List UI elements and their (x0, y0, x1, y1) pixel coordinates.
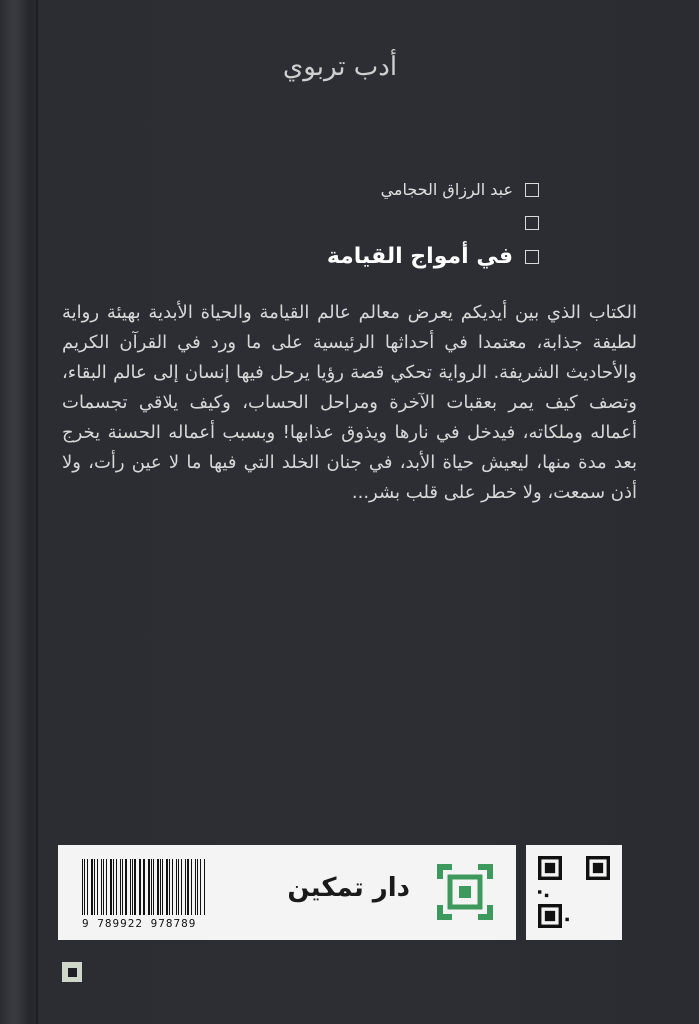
publisher-logo-icon (436, 863, 494, 921)
barcode-bar (160, 859, 161, 915)
barcode-bar (148, 859, 149, 915)
checkbox-icon (525, 216, 539, 230)
author-row (381, 180, 539, 199)
barcode-bar (130, 859, 131, 915)
barcode-bar (125, 859, 127, 915)
barcode-bar (200, 859, 201, 915)
series-title: أدب تربوي (282, 52, 398, 82)
barcode-bar (191, 859, 192, 915)
barcode-bar (185, 859, 186, 915)
corner-mark-icon (62, 962, 82, 982)
barcode-bar (169, 859, 170, 915)
book-title: في أمواج القيامة (326, 244, 513, 269)
barcode-bar (204, 859, 205, 915)
barcode-bar (195, 859, 196, 915)
barcode-bar (176, 859, 177, 915)
barcode-bar (153, 859, 154, 915)
qr-panel (526, 845, 622, 940)
isbn-number: 9 789922 978789 (82, 917, 197, 930)
blurb-text: الكتاب الذي بين أيديكم يعرض معالم عالم القيامة والحياة الأبدية بهيئة رواية لطيفة جذابة، معتمدا في أحداثها الرئيسية على ما ورد في القرآن الكريم والأحاديث الشريفة. الرواية تحكي قصة رؤيا يرحل فيها إنسان إلى عالم البقاء، وتصف كيف يمر بعقبات الآخرة ومراحل الحساب، وكيف يلاقي تجسمات أعماله وملكاته، فيدخل في نارها ويذوق عذابها! وبسبب أعماله الحسنة يخرج بعد مدة منها، ليعيش حياة الأبد، في جنان الخلد التي فيها ما لا عين رأت، ولا أذن سمعت، ولا خطر على قلب بشر... (62, 302, 637, 503)
barcode-bar (140, 859, 141, 915)
barcode-bar (101, 859, 102, 915)
barcode (82, 859, 206, 915)
barcode-bar (178, 859, 179, 915)
publisher-name: دار تمكين (287, 873, 410, 903)
barcode-bar (139, 859, 140, 915)
barcode-bar (82, 859, 83, 915)
barcode-bar (132, 859, 133, 915)
barcode-bar (84, 859, 85, 915)
barcode-bar (134, 859, 135, 915)
author-name: عبد الرزاق الحجامي (380, 180, 513, 199)
barcode-bar (103, 859, 104, 915)
barcode-bar (113, 859, 114, 915)
barcode-bar (166, 859, 168, 915)
barcode-bar (106, 859, 107, 915)
barcode-bar (162, 859, 163, 915)
barcode-bar (87, 859, 88, 915)
barcode-bar (122, 859, 123, 915)
barcode-bar (91, 859, 93, 915)
barcode-bar (94, 859, 95, 915)
barcode-bar (143, 859, 145, 915)
spine-edge (36, 0, 38, 1024)
qr-code-icon (538, 856, 610, 928)
empty-row (525, 216, 539, 230)
barcode-bar (157, 859, 158, 915)
barcode-bar (110, 859, 112, 915)
checkbox-icon (525, 183, 539, 197)
barcode-bar (187, 859, 189, 915)
publisher-panel (58, 845, 516, 940)
barcode-bar (172, 859, 173, 915)
barcode-bar (197, 859, 198, 915)
barcode-bar (97, 859, 98, 915)
barcode-bar (151, 859, 152, 915)
title-row (327, 244, 539, 269)
barcode-bar (181, 859, 182, 915)
barcode-bar (116, 859, 117, 915)
barcode-bar (120, 859, 121, 915)
checkbox-icon (525, 250, 539, 264)
